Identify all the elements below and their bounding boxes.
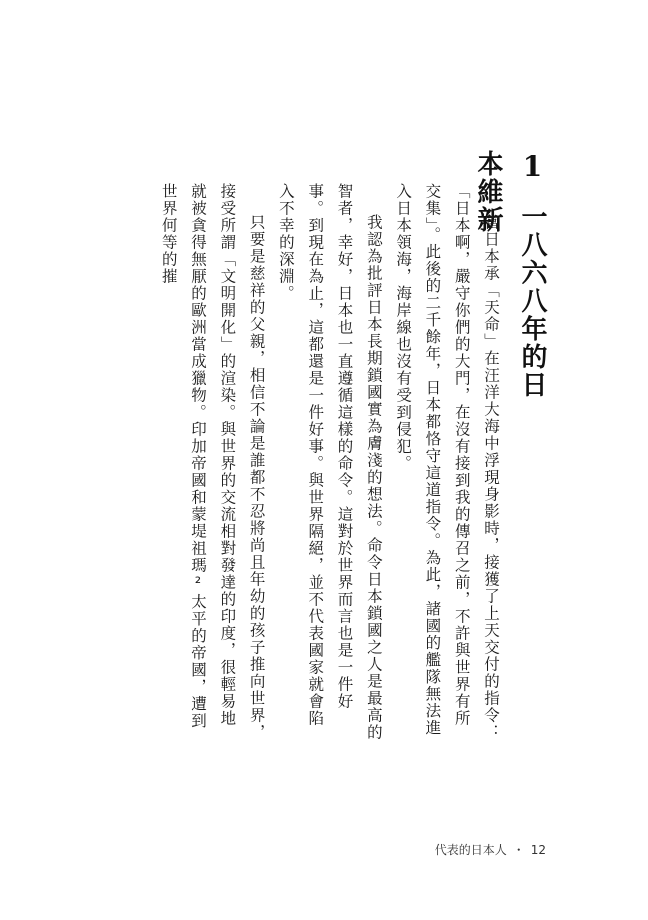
- footer-separator: ・: [512, 843, 525, 857]
- paragraph-2: 我認為批評日本長期鎖國實為膚淺的想法。命令日本鎖國之人是最高的智者，幸好，日本也一直遵循這樣的命令。這對於世界而言也是一件好事。到現在為止，這都還是一件好事。與世界隔絕，並不代表國家就會陷入不幸的深淵。: [276, 183, 383, 741]
- chapter-number: 1: [516, 150, 549, 185]
- paragraph-1: 當日本承「天命」在汪洋大海中浮現身影時，接獲了上天交付的指令：「日本啊，嚴守你們的大門，在沒有接到我的傳召之前，不許與世界有所交集」。此後的二千餘年，日本都恪守這道指令。為此，諸國的艦隊無法進入日本領海，海岸線也沒有受到侵犯。: [394, 183, 500, 741]
- paragraph-3: 只要是慈祥的父親，相信不論是誰都不忍將尚且年幼的孩子推向世界，接受所謂「文明開化」的渲染。與世界的交流相對發達的印度，很輕易地就被貪得無厭的歐洲當成獵物。印加帝國和蒙堤祖瑪²太平的帝國，遭到世界何等的摧: [159, 183, 266, 741]
- chapter-title: 一八六八年的日本維新: [473, 150, 547, 399]
- body-text: [95, 183, 505, 743]
- page-footer: [435, 841, 546, 858]
- page-number: 12: [530, 843, 546, 857]
- chapter-heading: [473, 150, 554, 400]
- running-title: 代表的日本人: [434, 843, 507, 857]
